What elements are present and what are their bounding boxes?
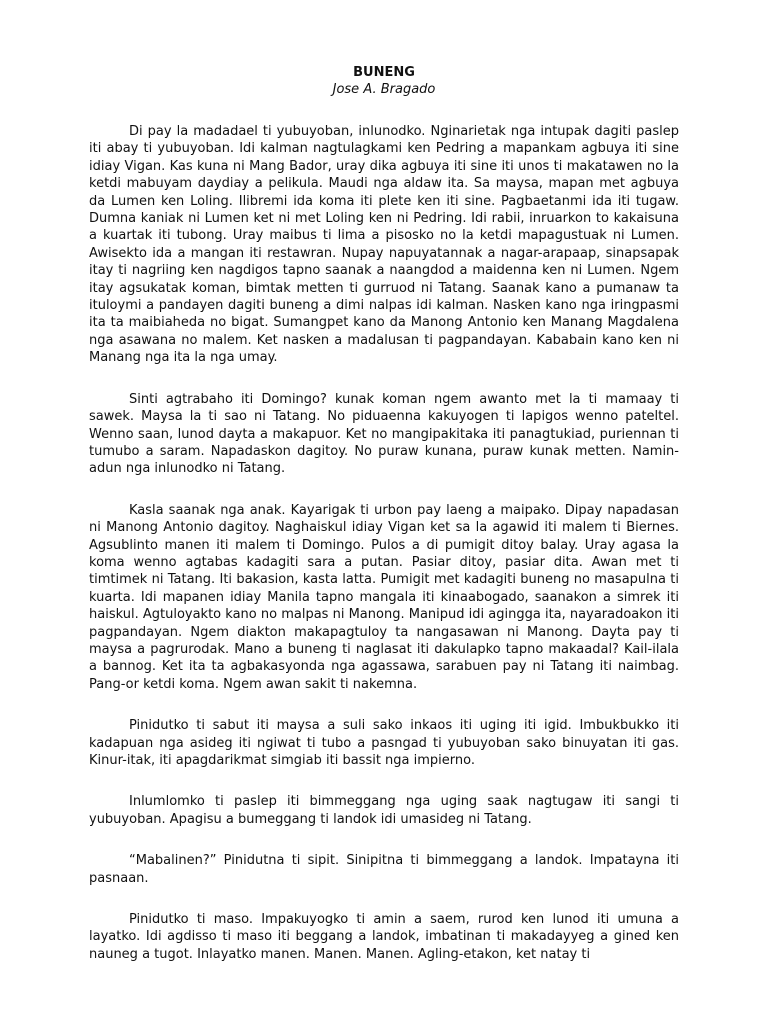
story-paragraph-2: Sinti agtrabaho iti Domingo? kunak koman ngem awanto met la ti mamaay ti sawek. Maysa la ti sao ni Tatang. No piduaenna kakuyogen ti lapigos wenno pateltel. Wenno saan, lunod dayta a makapuor. Ket no mangipakitaka iti panagtukiad, puriennan ti tumubo a saram. Napadaskon dagitoy. No puraw kunana, puraw kunak metten. Namin-adun nga inlunodko ni Tatang. — [89, 391, 679, 477]
story-paragraph-3: Kasla saanak nga anak. Kayarigak ti urbon pay laeng a maipako. Dipay napadasan ni Manong Antonio dagitoy. Naghaiskul idiay Vigan ket sa la agawid iti malem ti Biernes. Agsublinto manen iti malem ti Domingo. Pulos a di pumigit ditoy balay. Uray agasa la koma wenno agtabas kadagiti sara a putan. Pasiar ditoy, pasiar dita. Awan met ti timtimek ni Tatang. Iti bakasion, kasta latta. Pumigit met kadagiti buneng no masapulna ti kuarta. Idi mapanen idiay Manila tapno mangala iti kinaabogado, saanakon a simrek iti haiskul. Agtuloyakto kano no malpas ni Manong. Manipud idi agingga ita, nayaradoakon iti pagpandayan. Ngem diakton makapagtuloy ta nangasawan ni Manong. Dayta pay ti maysa a pagrurodak. Mano a buneng ti naglasat iti dakulapko tapno makaadal? Kail-ilala a bannog. Ket ita ta agbakasyonda nga agassawa, sarabuen pay ni Tatang iti naimbag. Pang-or ketdi koma. Ngem awan sakit ti nakemna. — [89, 502, 679, 692]
story-paragraph-4: Pinidutko ti sabut iti maysa a suli sako inkaos iti uging iti igid. Imbukbukko iti kadapuan nga asideg iti ngiwat ti tubo a pasngad ti yubuyoban sako binuyatan iti gas. Kinur-itak, iti apagdarikmat simgiab iti bassit nga impierno. — [89, 718, 679, 768]
story-title: BUNENG — [353, 65, 415, 80]
story-paragraph-5: Inlumlomko ti paslep iti bimmeggang nga uging saak nagtugaw iti sangi ti yubuyoban. Apagisu a bumeggang ti landok idi umasideg ni Tatang. — [89, 794, 679, 827]
document-page — [89, 64, 679, 987]
story-paragraph-7: Pinidutko ti maso. Impakuyogko ti amin a saem, rurod ken lunod iti umuna a layatko. Idi agdisso ti maso iti beggang a landok, imbatinan ti makadayyeg a gined ken nauneg a tugot. Inlayatko manen. Manen. Manen. Agling-etakon, ket natay ti — [89, 912, 679, 962]
story-paragraph-1: Di pay la madadael ti yubuyoban, inlunodko. Nginarietak nga intupak dagiti paslep iti abay ti yubuyoban. Idi kalman nagtulagkami ken Pedring a mapankam agbuya iti sine idiay Vigan. Kas kuna ni Mang Bador, uray dika agbuya iti sine iti unos ti makatawen no la ketdi mabuyam daydiay a pelikula. Maudi nga aldaw ita. Sa maysa, mapan met agbuya da Lumen ken Loling. Ilibremi ida koma iti plete ken iti sine. Pagbaetanmi ida iti tugaw. Dumna kaniak ni Lumen ket ni met Loling ken ni Pedring. Idi rabii, inruarkon to kakaisuna a kuartak iti tubong. Uray maibus ti lima a pisosko no la ketdi mapagustuak ni Lumen. Awisekto ida a mangan iti restawran. Nupay napuyatannak a nagar-arapaap, sinapsapak itay ti nagriing ken nagdigos tapno saanak a naangdod a maidenna ken ni Lumen. Ngem itay agsukatak koman, bimtak metten ti gurruod ni Tatang. Saanak kano a pumanaw ta ituloymi a pandayen dagiti buneng a dimi nalpas idi kalman. Nasken kano nga iringpasmi ita ta maibiaheda no bigat. Sumangpet kano da Manong Antonio ken Manang Magdalena nga asawana no malem. Ket nasken a madalusan ti pagpandayan. Kababain kano ken ni Manang nga ita la nga umay. — [89, 124, 679, 366]
story-author: Jose A. Bragado — [332, 82, 436, 97]
story-paragraph-6: “Mabalinen?” Pinidutna ti sipit. Sinipitna ti bimmeggang a landok. Impatayna iti pasnaan. — [89, 853, 679, 886]
